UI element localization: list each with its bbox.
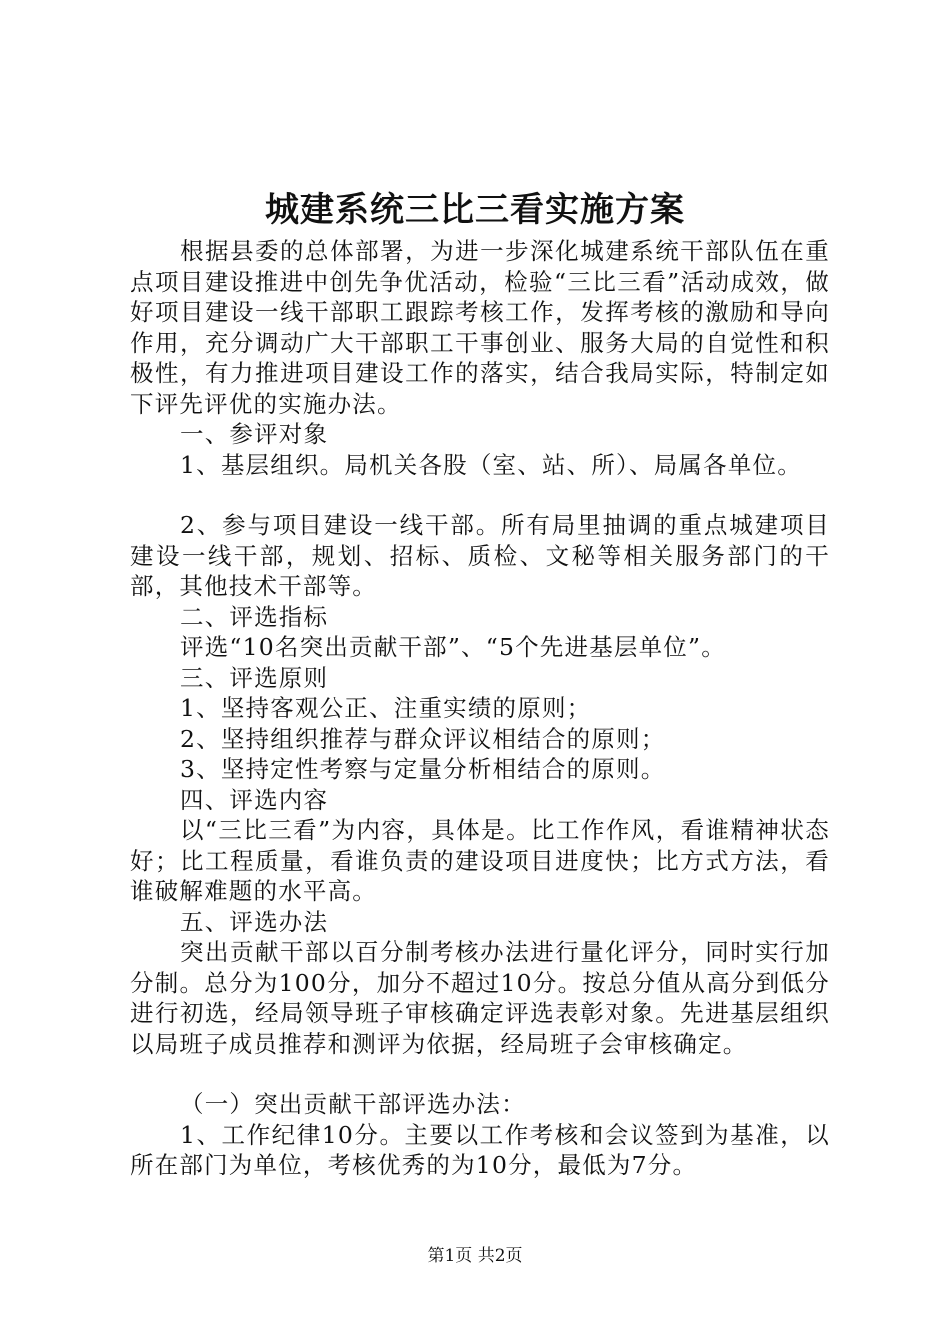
- paragraph-spacer: [130, 480, 830, 510]
- participants-item-2: 2、参与项目建设一线干部。所有局里抽调的重点城建项目建设一线干部，规划、招标、质检、文秘等相关服务部门的干部，其他技术干部等。: [130, 511, 830, 600]
- document-title: 城建系统三比三看实施方案: [265, 190, 685, 230]
- content-paragraph: 以“三比三看”为内容，具体是。比工作作风，看谁精神状态好；比工程质量，看谁负责的建设项目进度快；比方式方法，看谁破解难题的水平高。: [130, 816, 830, 905]
- paragraph-spacer: [130, 1059, 830, 1089]
- section-heading-content: 四、评选内容: [180, 785, 329, 814]
- participants-item-1: 1、基层组织。局机关各股（室、站、所）、局属各单位。: [180, 450, 802, 479]
- page-footer: 第1页 共2页: [427, 1246, 523, 1266]
- discipline-scoring-paragraph: 1、工作纪律10分。主要以工作考核和会议签到为基准，以所在部门为单位，考核优秀的为10分，最低为7分。: [130, 1120, 830, 1179]
- indicators-paragraph: 评选“10名突出贡献干部”、“5个先进基层单位”。: [180, 633, 726, 661]
- subsection-heading-outstanding-cadres: （一）突出贡献干部评选办法：: [180, 1090, 526, 1118]
- section-heading-principles: 三、评选原则: [180, 663, 329, 692]
- methods-paragraph: 突出贡献干部以百分制考核办法进行量化评分，同时实行加分制。总分为100分，加分不超过10分。按总分值从高分到低分进行初选，经局领导班子审核确定评选表彰对象。先进基层组织以局班子成员推荐和测评为依据，经局班子会审核确定。: [130, 938, 830, 1058]
- principle-item-3: 3、坚持定性考察与定量分析相结合的原则。: [180, 755, 666, 783]
- principle-item-1: 1、坚持客观公正、注重实绩的原则；: [180, 694, 592, 722]
- section-heading-indicators: 二、评选指标: [180, 602, 329, 631]
- principle-item-2: 2、坚持组织推荐与群众评议相结合的原则；: [180, 724, 666, 753]
- document-body: [130, 236, 830, 1181]
- section-heading-participants: 一、参评对象: [180, 420, 329, 448]
- section-heading-methods: 五、评选办法: [180, 907, 329, 936]
- intro-paragraph: 根据县委的总体部署，为进一步深化城建系统干部队伍在重点项目建设推进中创先争优活动，检验“三比三看”活动成效，做好项目建设一线干部职工跟踪考核工作，发挥考核的激励和导向作用，充分调动广大干部职工干事创业、服务大局的自觉性和积极性，有力推进项目建设工作的落实，结合我局实际，特制定如下评先评优的实施办法。: [130, 237, 830, 418]
